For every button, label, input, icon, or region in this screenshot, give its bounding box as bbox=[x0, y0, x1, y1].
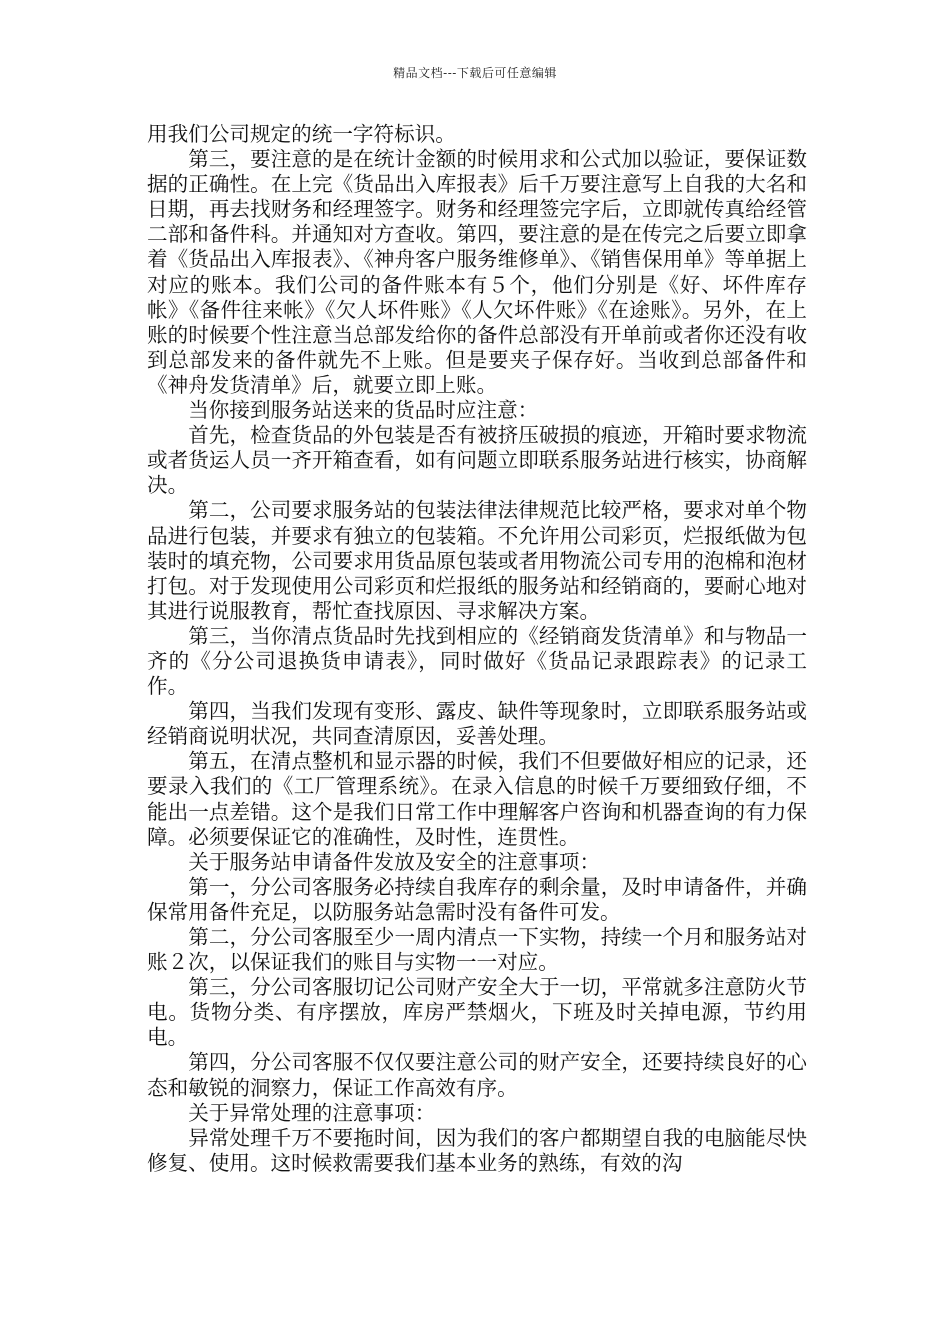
section-heading: 关于服务站申请备件发放及安全的注意事项： bbox=[188, 849, 601, 874]
section-heading: 当你接到服务站送来的货品时应注意： bbox=[188, 398, 539, 423]
paragraph: 首先，检查货品的外包装是否有被挤压破损的痕迹，开箱时要求物流或者货运人员一齐开箱查看，如有问题立即联系服务站进行核实，协商解决。 bbox=[147, 423, 807, 498]
paragraph: 第三，分公司客服切记公司财产安全大于一切，平常就多注意防火节电。货物分类、有序摆放，库房严禁烟火，下班及时关掉电源，节约用电。 bbox=[147, 975, 807, 1050]
paragraph: 第五，在清点整机和显示器的时候，我们不但要做好相应的记录，还要录入我们的《工厂管理系统》。在录入信息的时候千万要细致仔细，不能出一点差错。这个是我们日常工作中理解客户咨询和机器查询的有力保障。必须要保证它的准确性，及时性，连贯性。 bbox=[147, 749, 807, 849]
paragraph: 第三，要注意的是在统计金额的时候用求和公式加以验证，要保证数据的正确性。在上完《货品出入库报表》后千万要注意写上自我的大名和日期，再去找财务和经理签字。财务和经理签完字后，立即就传真给经管二部和备件科。并通知对方查收。第四，要注意的是在传完之后要立即拿着《货品出入库报表》、《神舟客户服务维修单》、《销售保用单》等单据上对应的账本。我们公司的备件账本有５个，他们分别是《好、坏件库存帐》《备件往来帐》《欠人坏件账》《人欠坏件账》《在途账》。另外，在上账的时候要个性注意当总部发给你的备件总部没有开单前或者你还没有收到总部发来的备件就先不上账。但是要夹子保存好。当收到总部备件和《神舟发货清单》后，就要立即上账。 bbox=[147, 147, 807, 397]
paragraph: 第四，当我们发现有变形、露皮、缺件等现象时，立即联系服务站或经销商说明状况，共同查清原因，妥善处理。 bbox=[147, 699, 807, 749]
document-body bbox=[147, 122, 807, 1176]
paragraph: 第一，分公司客服务必持续自我库存的剩余量，及时申请备件，并确保常用备件充足，以防服务站急需时没有备件可发。 bbox=[147, 874, 807, 924]
page-header: 精品文档---下载后可任意编辑 bbox=[393, 66, 557, 80]
paragraph: 第二，分公司客服至少一周内清点一下实物，持续一个月和服务站对账２次，以保证我们的账目与实物一一对应。 bbox=[147, 925, 807, 975]
paragraph: 异常处理千万不要拖时间，因为我们的客户都期望自我的电脑能尽快修复、使用。这时候救需要我们基本业务的熟练，有效的沟 bbox=[147, 1125, 807, 1175]
section-heading: 关于异常处理的注意事项： bbox=[188, 1100, 436, 1125]
paragraph: 用我们公司规定的统一字符标识。 bbox=[147, 122, 456, 146]
paragraph: 第二，公司要求服务站的包装法律法律规范比较严格，要求对单个物品进行包装，并要求有独立的包装箱。不允许用公司彩页，烂报纸做为包装时的填充物，公司要求用货品原包装或者用物流公司专用的泡棉和泡材打包。对于发现使用公司彩页和烂报纸的服务站和经销商的，要耐心地对其进行说服教育，帮忙查找原因、寻求解决方案。 bbox=[147, 498, 807, 623]
paragraph: 第四，分公司客服不仅仅要注意公司的财产安全，还要持续良好的心态和敏锐的洞察力，保证工作高效有序。 bbox=[147, 1050, 807, 1100]
paragraph: 第三，当你清点货品时先找到相应的《经销商发货清单》和与物品一齐的《分公司退换货申请表》，同时做好《货品记录跟踪表》的记录工作。 bbox=[147, 623, 807, 699]
